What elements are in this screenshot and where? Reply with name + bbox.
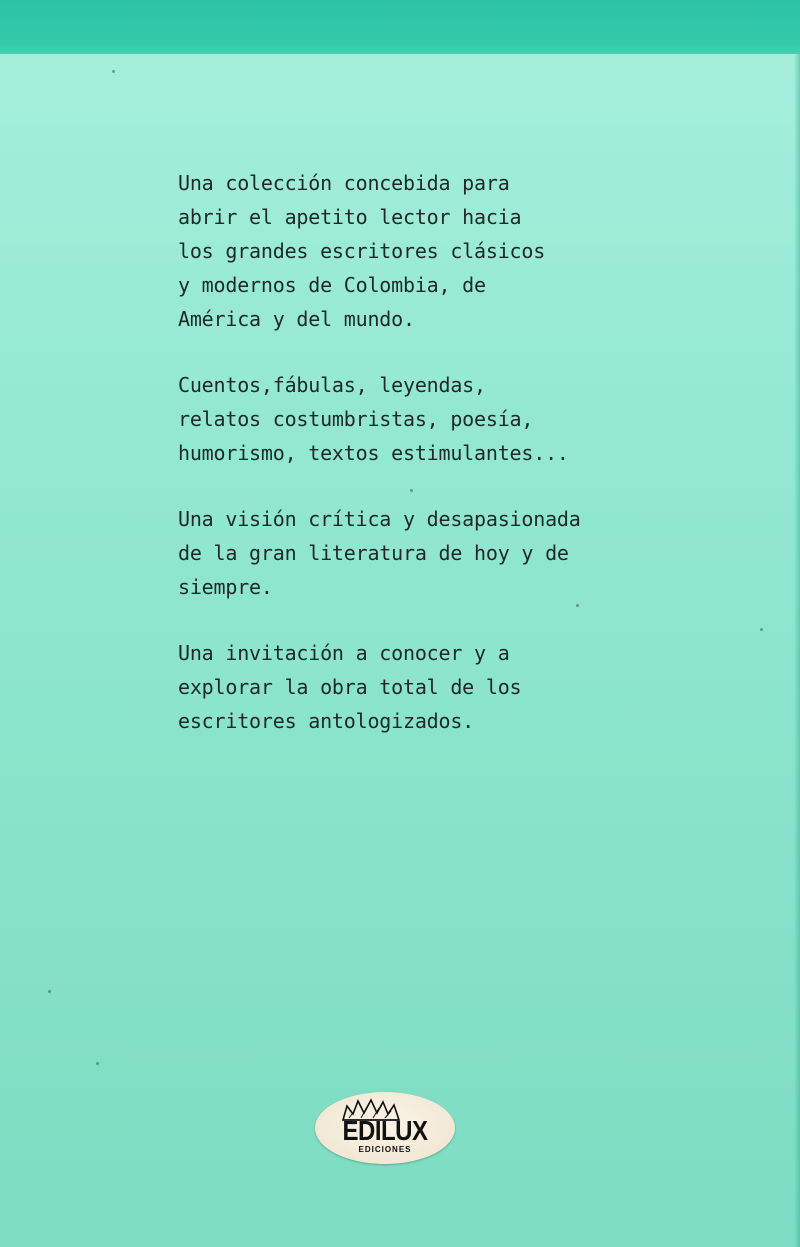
- blurb-line: de la gran literatura de hoy y de: [178, 541, 569, 565]
- blurb-paragraph-4: [178, 636, 638, 738]
- blurb-paragraph-2: [178, 368, 638, 470]
- blurb-line: Cuentos,fábulas, leyendas,: [178, 373, 486, 397]
- blurb-line: los grandes escritores clásicos: [178, 239, 546, 263]
- blurb-line: explorar la obra total de los: [178, 675, 522, 699]
- back-cover-blurb: [178, 166, 638, 770]
- blurb-line: escritores antologizados.: [178, 709, 475, 733]
- blurb-line: América y del mundo.: [178, 307, 415, 331]
- blurb-line: siempre.: [178, 575, 273, 599]
- blurb-paragraph-3: [178, 502, 638, 604]
- print-speck: [48, 990, 51, 993]
- blurb-line: humorismo, textos estimulantes...: [178, 441, 569, 465]
- publisher-logo: [315, 1092, 455, 1164]
- blurb-line: Una invitación a conocer y a: [178, 641, 510, 665]
- cover-edge-shadow: [794, 54, 800, 1247]
- print-speck: [760, 628, 763, 631]
- publisher-name: EDILUX: [342, 1115, 428, 1147]
- blurb-line: Una colección concebida para: [178, 171, 510, 195]
- blurb-line: relatos costumbristas, poesía,: [178, 407, 534, 431]
- print-speck: [112, 70, 115, 73]
- blurb-line: abrir el apetito lector hacia: [178, 205, 522, 229]
- print-speck: [96, 1062, 99, 1065]
- top-color-band: [0, 0, 800, 54]
- blurb-line: Una visión crítica y desapasionada: [178, 507, 581, 531]
- blurb-line: y modernos de Colombia, de: [178, 273, 486, 297]
- blurb-paragraph-1: [178, 166, 638, 336]
- publisher-subtitle: EDICIONES: [358, 1145, 412, 1154]
